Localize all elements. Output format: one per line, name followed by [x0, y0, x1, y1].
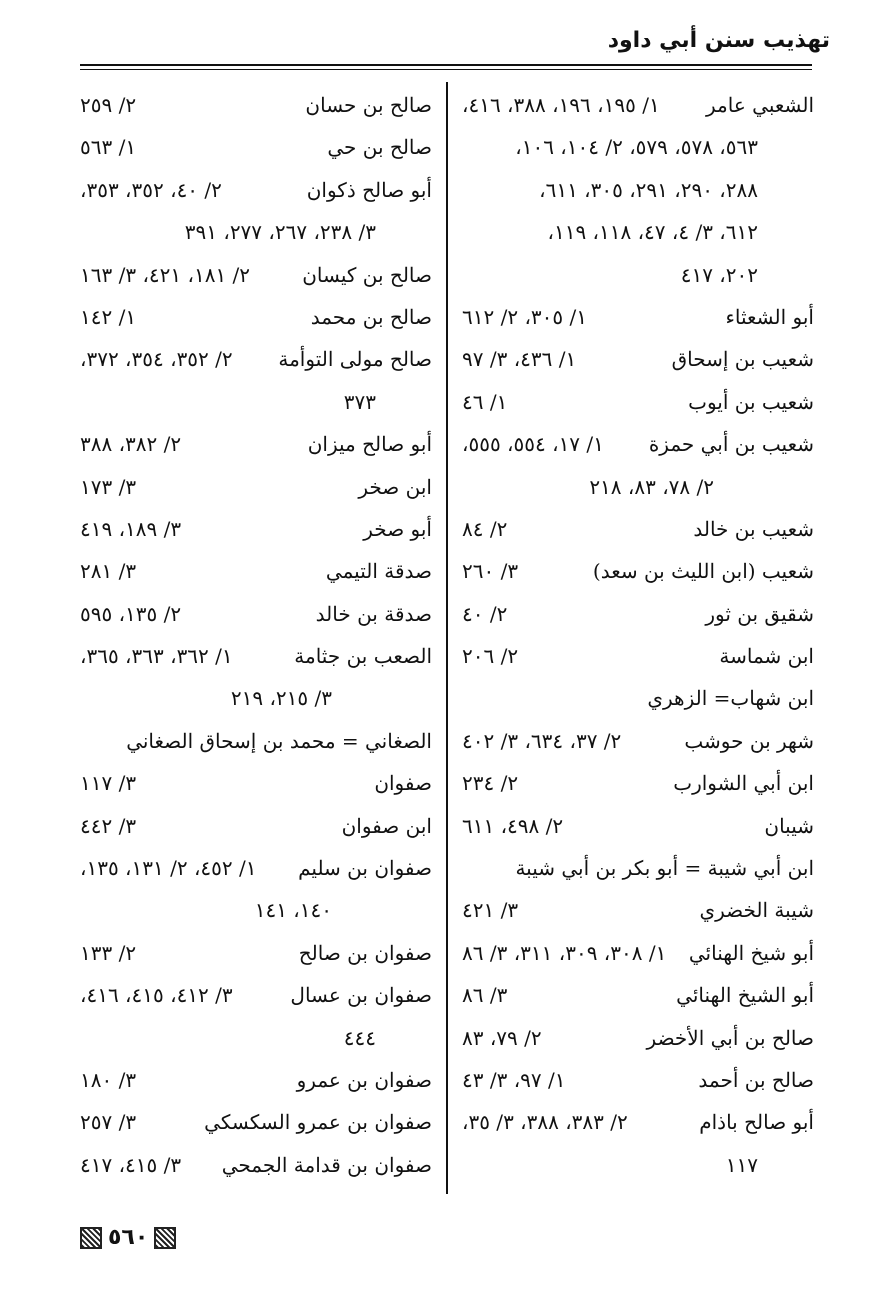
index-line [80, 974, 432, 1016]
entry-references: ٣/ ١٨٠ [80, 1067, 137, 1092]
index-line [80, 677, 432, 719]
index-line [80, 254, 432, 296]
index-line [462, 720, 814, 762]
entry-references: ٢/ ١٨١، ٤٢١، ٣/ ١٦٣ [80, 262, 251, 287]
entry-name: صدقة بن خالد [315, 601, 432, 626]
entry-name: صفوان [374, 771, 432, 796]
index-line [462, 1144, 814, 1186]
entry-references: ٣/ ٨٦ [462, 983, 508, 1008]
entry-references: ٢/ ٢٠٦ [462, 644, 519, 669]
entry-continuation: ١١٧ [725, 1152, 758, 1177]
entry-name: شعيب (ابن الليث بن سعد) [592, 559, 814, 584]
entry-name: صالح بن أحمد [698, 1067, 814, 1092]
entry-name: شقيق بن ثور [705, 601, 814, 626]
index-line [462, 1101, 814, 1143]
index-line [80, 126, 432, 168]
index-line [80, 593, 432, 635]
entry-name: صدقة التيمي [325, 559, 432, 584]
entry-name: صفوان بن عسال [290, 983, 432, 1008]
index-line [462, 338, 814, 380]
entry-references: ٢/ ٢٥٩ [80, 93, 137, 117]
entry-name: أبو الشعثاء [725, 304, 814, 329]
entry-continuation: ٢/ ٧٨، ٨٣، ٢١٨ [589, 474, 714, 499]
entry-references: ٣/ ١١٧ [80, 771, 137, 796]
entry-continuation: ٣/ ٢١٥، ٢١٩ [230, 686, 332, 711]
entry-name: شيبة الخضري [699, 898, 814, 923]
entry-name: أبو صخر [363, 516, 432, 541]
entry-name: صالح مولى التوأمة [278, 347, 432, 372]
index-line [462, 593, 814, 635]
index-line [80, 762, 432, 804]
entry-name: أبو صالح ذكوان [306, 177, 432, 202]
index-line [462, 466, 814, 508]
entry-references: ١/ ١٩٥، ١٩٦، ٣٨٨، ٤١٦، [462, 93, 660, 117]
entry-continuation: ٣٧٣ [343, 389, 376, 414]
index-line [462, 508, 814, 550]
column-divider [446, 82, 448, 1194]
entry-references: ٢/ ٨٤ [462, 516, 508, 541]
page-footer [80, 1225, 176, 1250]
index-line [462, 847, 814, 889]
entry-name: شعيب بن إسحاق [671, 347, 814, 372]
index-line [462, 169, 814, 211]
entry-references: ٣/ ٢٨١ [80, 559, 137, 584]
index-line [80, 1017, 432, 1059]
running-header-title: تهذيب سنن أبي داود [607, 28, 830, 53]
index-line [462, 762, 814, 804]
index-line [80, 296, 432, 338]
index-line [80, 466, 432, 508]
entry-references: ٢/ ٣٥٢، ٣٥٤، ٣٧٢، [80, 347, 233, 372]
entry-name: صالح بن محمد [310, 304, 432, 329]
entry-references: ١/ ٤٣٦، ٣/ ٩٧ [462, 347, 577, 372]
entry-name: ابن صفوان [341, 813, 432, 838]
entry-references: ١/ ٣٠٥، ٢/ ٦١٢ [462, 304, 587, 329]
entry-name: أبو صالح باذام [699, 1110, 814, 1135]
index-line [462, 635, 814, 677]
entry-references: ٢/ ٣٧، ٦٣٤، ٣/ ٤٠٢ [462, 728, 622, 753]
entry-references: ٣/ ٤١٢، ٤١٥، ٤١٦، [80, 983, 233, 1008]
entry-references: ٢/ ٤٠ [462, 601, 508, 626]
index-line [80, 508, 432, 550]
page-number: ٥٦٠ [108, 1225, 149, 1250]
index-line [462, 1059, 814, 1101]
entry-references: ٢/ ١٣٥، ٥٩٥ [80, 601, 182, 626]
entry-references: ٣/ ٢٦٠ [462, 559, 519, 584]
index-line [462, 423, 814, 465]
index-line [80, 381, 432, 423]
index-line [80, 550, 432, 592]
index-line [462, 211, 814, 253]
entry-references: ١/ ٤٦ [462, 389, 508, 414]
index-line [80, 1144, 432, 1186]
index-line [80, 1059, 432, 1101]
entry-continuation: ٢٠٢، ٤١٧ [680, 262, 758, 287]
entry-name: صالح بن حي [327, 135, 432, 160]
index-line [80, 805, 432, 847]
entry-continuation: ٤٤٤ [343, 1025, 376, 1050]
entry-name: ابن أبي الشوارب [673, 771, 814, 796]
index-column-right [462, 84, 814, 1186]
index-line [462, 550, 814, 592]
entry-name: الصعب بن جثامة [294, 644, 432, 669]
index-line [80, 720, 432, 762]
entry-name: صالح بن كيسان [302, 262, 432, 287]
index-line [80, 423, 432, 465]
entry-name: صفوان بن صالح [298, 940, 432, 965]
entry-name: أبو الشيخ الهنائي [676, 983, 814, 1008]
index-line [462, 296, 814, 338]
index-line [462, 381, 814, 423]
cross-reference: ابن أبي شيبة = أبو بكر بن أبي شيبة [515, 856, 814, 881]
entry-references: ٣/ ٢٥٧ [80, 1110, 137, 1135]
entry-references: ٢/ ٢٣٤ [462, 771, 519, 796]
entry-name: صالح بن حسان [305, 93, 432, 117]
cross-reference: الصغاني = محمد بن إسحاق الصغاني [126, 728, 432, 753]
entry-continuation: ٣/ ٢٣٨، ٢٦٧، ٢٧٧، ٣٩١ [184, 220, 376, 245]
entry-references: ١/ ١٧، ٥٥٤، ٥٥٥، [462, 432, 604, 457]
entry-name: شهر بن حوشب [684, 728, 814, 753]
entry-references: ٢/ ١٣٣ [80, 940, 137, 965]
index-line [80, 169, 432, 211]
entry-name: صفوان بن عمرو السكسكي [204, 1110, 432, 1135]
entry-name: شعيب بن أيوب [688, 389, 814, 414]
entry-name: شيبان [764, 813, 814, 838]
entry-name: أبو صالح ميزان [307, 432, 432, 457]
index-line [462, 254, 814, 296]
index-line [80, 932, 432, 974]
index-line [462, 805, 814, 847]
entry-references: ١/ ٣٠٨، ٣٠٩، ٣١١، ٣/ ٨٦ [462, 940, 667, 965]
index-line [462, 974, 814, 1016]
index-line [80, 84, 432, 126]
index-line [462, 889, 814, 931]
entry-continuation: ٥٦٣، ٥٧٨، ٥٧٩، ٢/ ١٠٤، ١٠٦، [515, 135, 758, 160]
header-rule-thin [80, 69, 812, 70]
index-line [462, 84, 814, 126]
entry-references: ٢/ ٤٠، ٣٥٢، ٣٥٣، [80, 177, 222, 202]
index-line [80, 635, 432, 677]
entry-name: ابن شماسة [719, 644, 814, 669]
entry-name: شعيب بن أبي حمزة [648, 432, 814, 457]
index-column-left [80, 84, 432, 1186]
index-line [80, 1101, 432, 1143]
ornament-icon [154, 1227, 176, 1249]
entry-references: ١/ ١٤٢ [80, 304, 137, 329]
entry-name: الشعبي عامر [706, 93, 814, 117]
ornament-icon [80, 1227, 102, 1249]
entry-name: ابن صخر [358, 474, 432, 499]
entry-references: ٢/ ٧٩، ٨٣ [462, 1025, 542, 1050]
entry-references: ٢/ ٤٩٨، ٦١١ [462, 813, 564, 838]
entry-references: ٢/ ٣٨٣، ٣٨٨، ٣/ ٣٥، [462, 1110, 628, 1135]
index-line [462, 677, 814, 719]
entry-references: ١/ ٩٧، ٣/ ٤٣ [462, 1067, 566, 1092]
entry-references: ٣/ ١٧٣ [80, 474, 137, 499]
entry-name: صفوان بن قدامة الجمحي [221, 1152, 432, 1177]
entry-references: ١/ ٣٦٢، ٣٦٣، ٣٦٥، [80, 644, 233, 669]
entry-name: صفوان بن عمرو [296, 1067, 432, 1092]
entry-references: ١/ ٤٥٢، ٢/ ١٣١، ١٣٥، [80, 856, 257, 881]
header-rule [80, 64, 812, 66]
entry-references: ٣/ ١٨٩، ٤١٩ [80, 516, 182, 541]
entry-name: صالح بن أبي الأخضر [646, 1025, 814, 1050]
entry-continuation: ٦١٢، ٣/ ٤، ٤٧، ١١٨، ١١٩، [547, 220, 758, 245]
entry-references: ١/ ٥٦٣ [80, 135, 137, 160]
entry-references: ٣/ ٤٢١ [462, 898, 519, 923]
entry-name: شعيب بن خالد [693, 516, 814, 541]
index-line [80, 338, 432, 380]
entry-name: صفوان بن سليم [298, 856, 432, 881]
entry-references: ٣/ ٤١٥، ٤١٧ [80, 1152, 182, 1177]
entry-continuation: ٢٨٨، ٢٩٠، ٢٩١، ٣٠٥، ٦١١، [539, 177, 758, 202]
entry-name: أبو شيخ الهنائي [688, 940, 814, 965]
index-line [80, 211, 432, 253]
index-line [462, 1017, 814, 1059]
index-line [462, 126, 814, 168]
entry-continuation: ١٤٠، ١٤١ [254, 898, 332, 923]
entry-references: ٢/ ٣٨٢، ٣٨٨ [80, 432, 182, 457]
index-line [462, 932, 814, 974]
entry-references: ٣/ ٤٤٢ [80, 813, 137, 838]
cross-reference: ابن شهاب= الزهري [647, 686, 814, 711]
index-line [80, 847, 432, 889]
index-line [80, 889, 432, 931]
